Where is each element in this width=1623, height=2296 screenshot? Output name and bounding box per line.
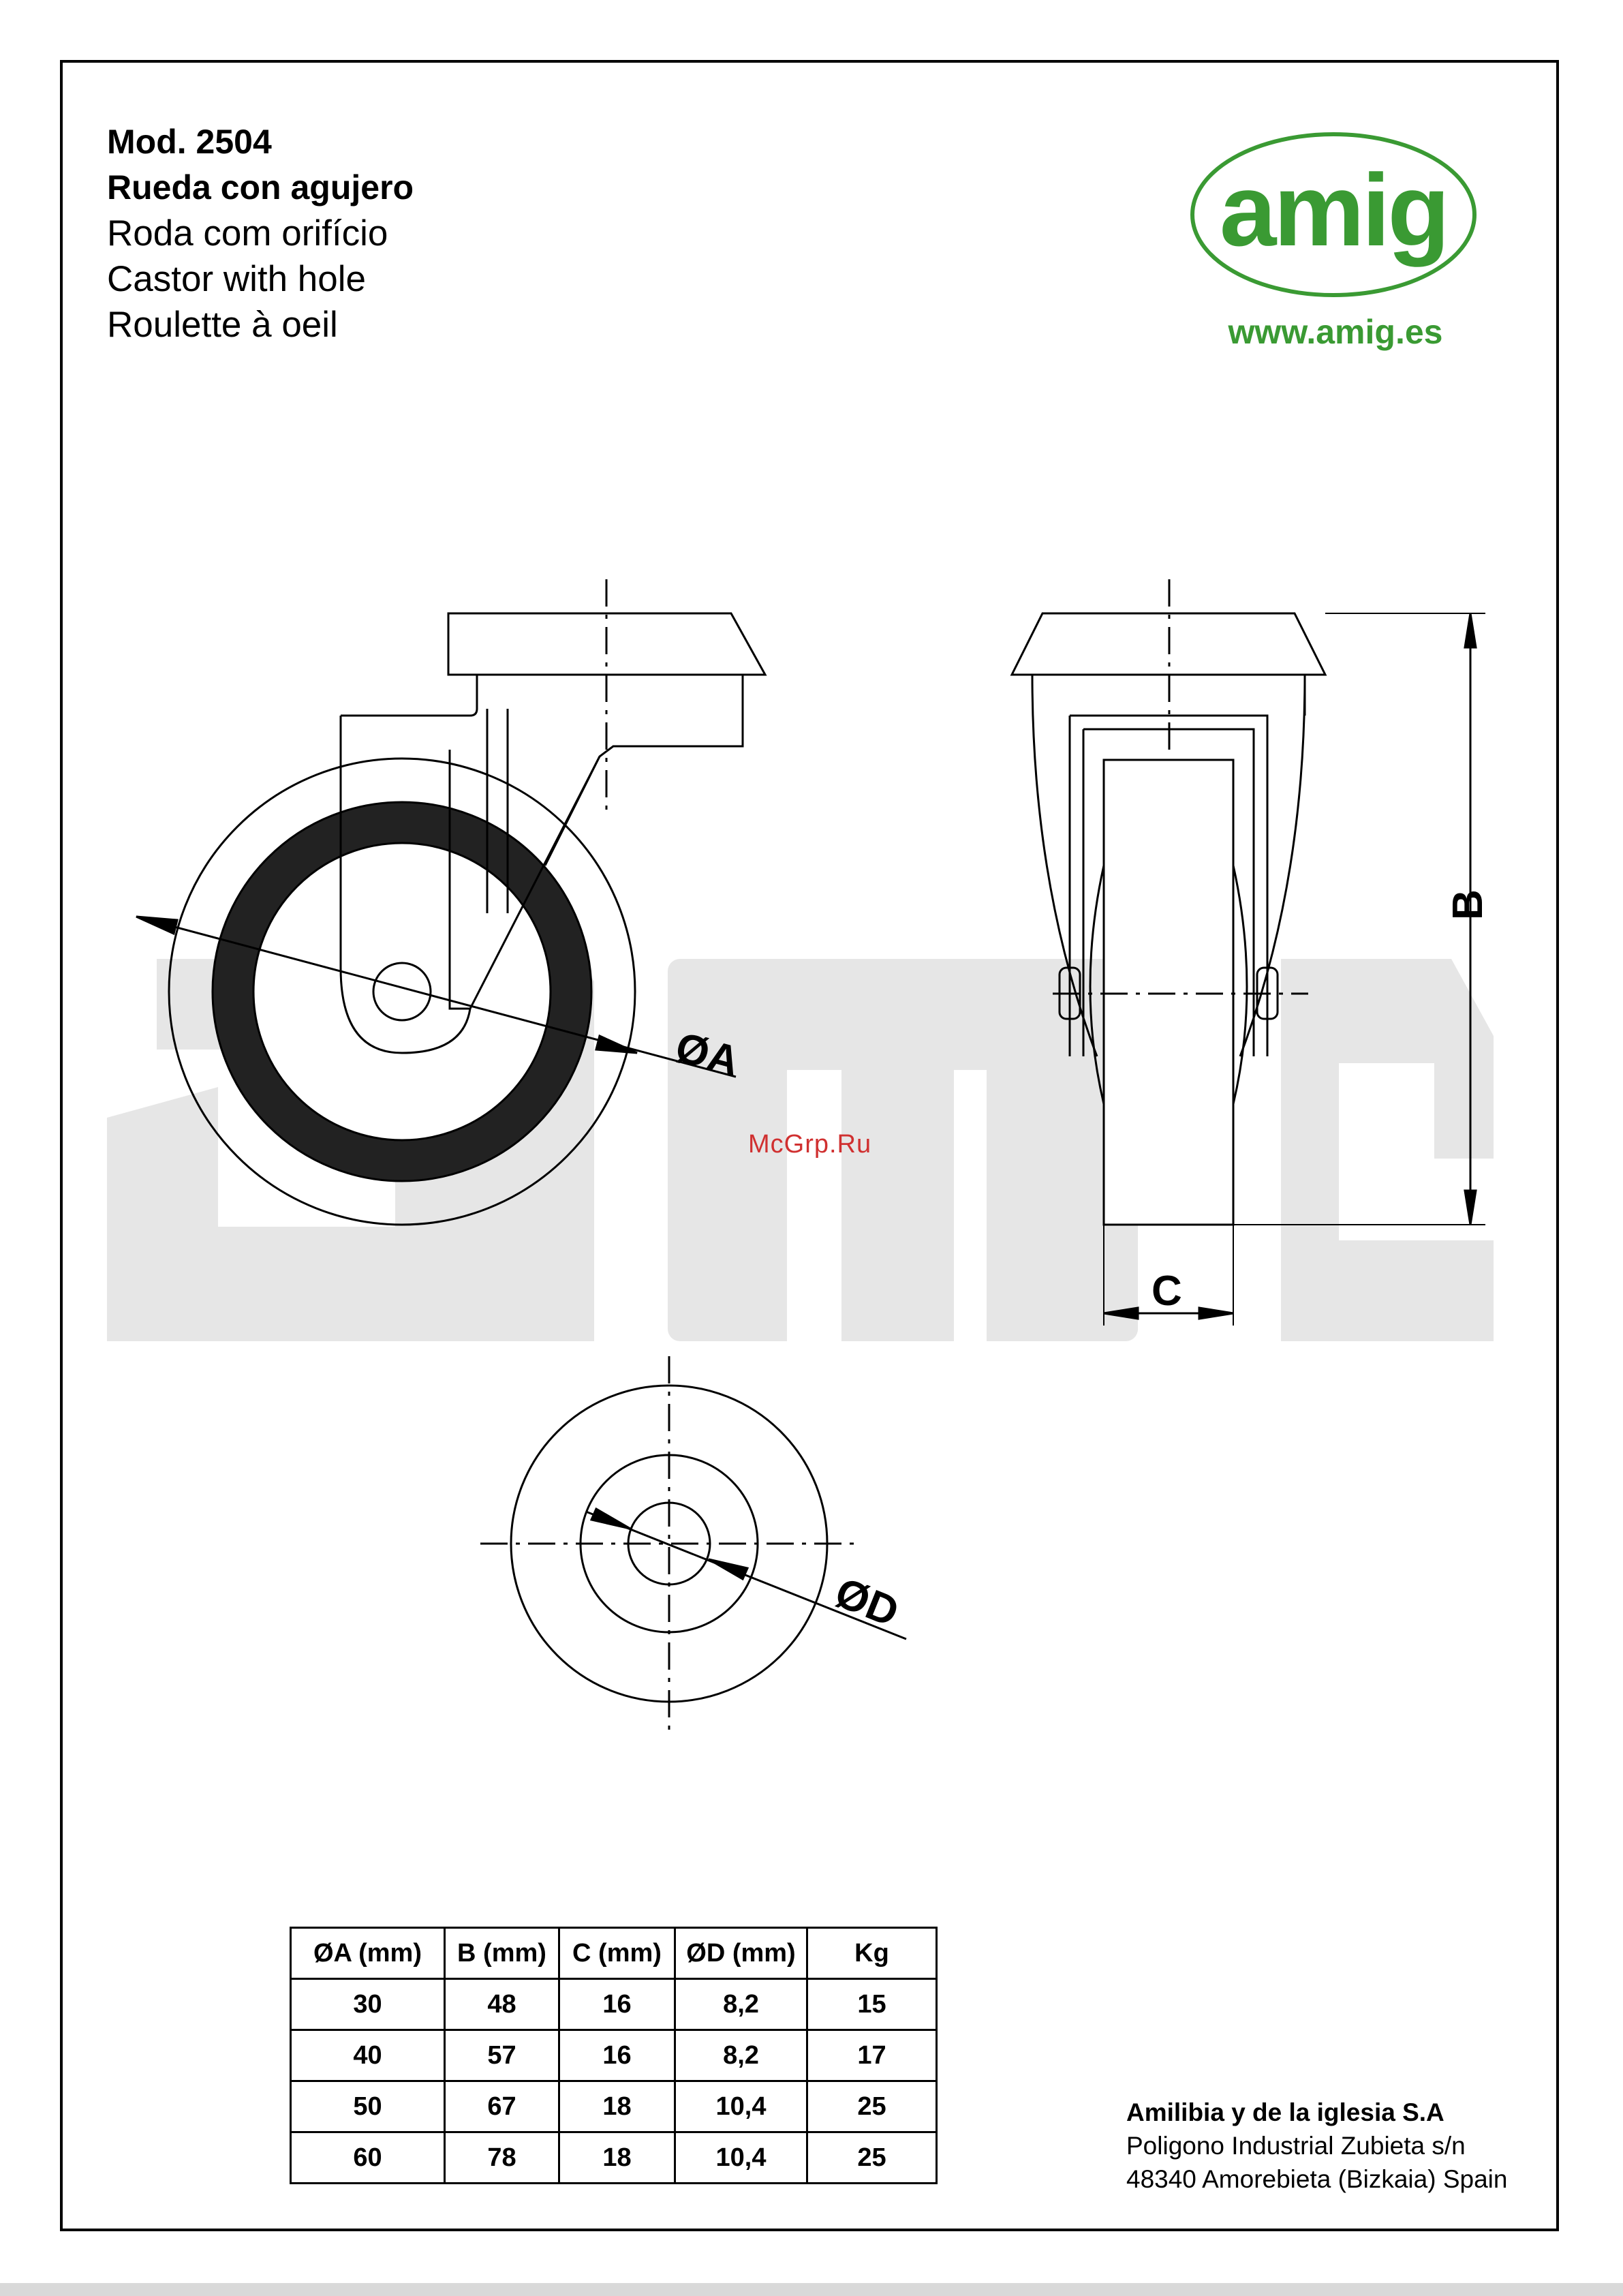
table-cell: 67 xyxy=(445,2081,559,2132)
product-name-fr: Roulette à oeil xyxy=(107,305,338,345)
dim-label-a: ØA xyxy=(670,1024,745,1086)
table-cell: 18 xyxy=(559,2132,675,2184)
table-cell: 10,4 xyxy=(675,2081,807,2132)
table-cell: 40 xyxy=(291,2030,445,2081)
bottom-strip xyxy=(0,2283,1623,2296)
website-link[interactable]: www.amig.es xyxy=(1228,313,1443,351)
company-name: Amilibia y de la iglesia S.A xyxy=(1126,2098,1444,2126)
company-address-line2: 48340 Amorebieta (Bizkaia) Spain xyxy=(1126,2165,1508,2193)
table-cell: 78 xyxy=(445,2132,559,2184)
table-cell: 18 xyxy=(559,2081,675,2132)
table-cell: 57 xyxy=(445,2030,559,2081)
table-row xyxy=(291,2030,937,2081)
dim-label-c: C xyxy=(1151,1268,1182,1315)
product-name-es: Rueda con agujero xyxy=(107,168,414,206)
table-cell: 30 xyxy=(291,1979,445,2030)
header-c: C (mm) xyxy=(559,1928,675,1979)
table-cell: 15 xyxy=(807,1979,937,2030)
table-cell: 16 xyxy=(559,1979,675,2030)
logo-text: amig xyxy=(1219,153,1448,267)
header-kg: Kg xyxy=(807,1928,937,1979)
table-cell: 10,4 xyxy=(675,2132,807,2184)
company-address-line1: Poligono Industrial Zubieta s/n xyxy=(1126,2132,1466,2160)
watermark-text: McGrp.Ru xyxy=(748,1130,872,1159)
table-header-row xyxy=(291,1928,937,1979)
table-row xyxy=(291,2081,937,2132)
product-name-pt: Roda com orifício xyxy=(107,213,388,254)
header-diameter-a: ØA (mm) xyxy=(291,1928,445,1979)
dim-label-b: B xyxy=(1444,889,1491,920)
table-row xyxy=(291,1979,937,2030)
product-name-en: Castor with hole xyxy=(107,259,367,299)
company-info xyxy=(1126,2096,1507,2196)
header-b: B (mm) xyxy=(445,1928,559,1979)
table-cell: 17 xyxy=(807,2030,937,2081)
table-cell: 50 xyxy=(291,2081,445,2132)
table-cell: 48 xyxy=(445,1979,559,2030)
table-cell: 8,2 xyxy=(675,1979,807,2030)
specs-table xyxy=(290,1927,938,2184)
model-number: Mod. 2504 xyxy=(107,123,272,161)
table-cell: 25 xyxy=(807,2132,937,2184)
table-cell: 25 xyxy=(807,2081,937,2132)
dim-label-d: ØD xyxy=(829,1568,906,1636)
table-cell: 8,2 xyxy=(675,2030,807,2081)
table-cell: 60 xyxy=(291,2132,445,2184)
table-cell: 16 xyxy=(559,2030,675,2081)
header-diameter-d: ØD (mm) xyxy=(675,1928,807,1979)
table-row xyxy=(291,2132,937,2184)
